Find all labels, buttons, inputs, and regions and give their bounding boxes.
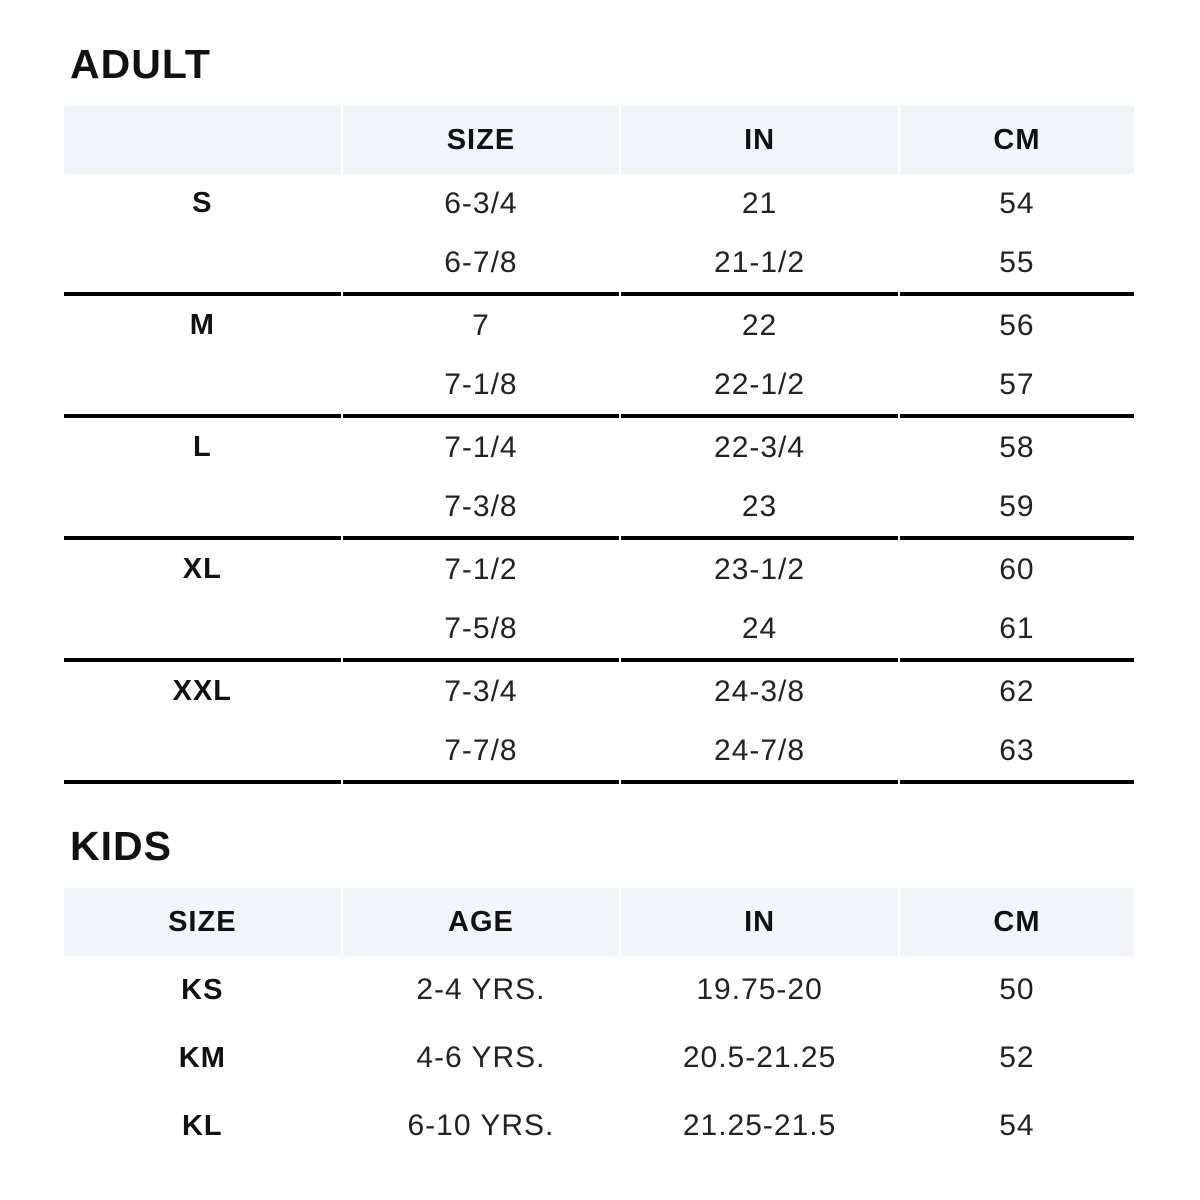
inches-value: 22 <box>741 308 778 342</box>
inches-value: 21 <box>741 186 778 220</box>
hat-size-value: 6-3/4 <box>444 186 518 220</box>
hat-size-value: 7-1/2 <box>444 552 518 586</box>
inches-value: 24-3/8 <box>714 674 806 708</box>
kids-header-in: IN <box>621 888 898 956</box>
size-label: M <box>189 309 215 341</box>
cm-value: 61 <box>900 599 1134 662</box>
hat-size-value: 6-7/8 <box>343 233 620 296</box>
inches-value: 20.5-21.25 <box>682 1041 837 1074</box>
kids-header-row <box>64 888 1134 956</box>
adult-header-blank <box>64 106 341 174</box>
inches-value: 23-1/2 <box>714 552 806 586</box>
kids-size-table <box>62 888 1136 1160</box>
adult-header-in: IN <box>621 106 898 174</box>
table-row <box>64 174 1134 233</box>
hat-size-value: 7-1/4 <box>444 430 518 464</box>
inches-value: 19.75-20 <box>696 973 823 1006</box>
adult-header-size: SIZE <box>343 106 620 174</box>
cm-value: 60 <box>999 552 1035 586</box>
kids-section <box>62 823 1136 1160</box>
cm-value: 63 <box>900 721 1134 784</box>
kids-table-body <box>64 956 1134 1160</box>
inches-value: 24 <box>621 599 898 662</box>
table-row <box>64 477 1134 540</box>
cm-value: 57 <box>900 355 1134 418</box>
size-label: KS <box>181 973 224 1006</box>
cm-value: 56 <box>999 308 1035 342</box>
adult-group-m <box>64 296 1134 418</box>
size-label: L <box>192 431 212 463</box>
size-label-blank <box>64 477 341 540</box>
table-row <box>64 662 1134 721</box>
table-row <box>64 540 1134 599</box>
size-label-blank <box>64 355 341 418</box>
hat-size-value: 7-3/8 <box>343 477 620 540</box>
hat-size-value: 7-5/8 <box>343 599 620 662</box>
table-row <box>64 1092 1134 1160</box>
cm-value: 54 <box>999 1109 1035 1142</box>
age-value: 4-6 YRS. <box>416 1041 546 1074</box>
hat-size-value: 7-3/4 <box>444 674 518 708</box>
adult-header-cm: CM <box>900 106 1134 174</box>
inches-value: 21.25-21.5 <box>682 1109 837 1142</box>
table-row <box>64 956 1134 1024</box>
kids-header-age: AGE <box>343 888 620 956</box>
adult-group-l <box>64 418 1134 540</box>
cm-value: 55 <box>900 233 1134 296</box>
adult-table-header <box>64 106 1134 174</box>
age-value: 2-4 YRS. <box>416 973 546 1006</box>
cm-value: 62 <box>999 674 1035 708</box>
inches-value: 21-1/2 <box>621 233 898 296</box>
kids-header-cm: CM <box>900 888 1134 956</box>
table-row <box>64 296 1134 355</box>
cm-value: 54 <box>999 186 1035 220</box>
hat-size-value: 7-1/8 <box>343 355 620 418</box>
inches-value: 23 <box>621 477 898 540</box>
table-row <box>64 599 1134 662</box>
cm-value: 52 <box>999 1041 1035 1074</box>
size-label-blank <box>64 721 341 784</box>
adult-group-xl <box>64 540 1134 662</box>
size-label: KM <box>178 1041 226 1074</box>
adult-heading: ADULT <box>70 41 211 87</box>
table-row <box>64 233 1134 296</box>
age-value: 6-10 YRS. <box>407 1109 555 1142</box>
size-label: KL <box>181 1109 223 1142</box>
kids-table-header <box>64 888 1134 956</box>
size-label: S <box>192 187 213 219</box>
kids-header-size: SIZE <box>64 888 341 956</box>
kids-heading: KIDS <box>70 823 172 869</box>
cm-value: 59 <box>900 477 1134 540</box>
cm-value: 50 <box>999 973 1035 1006</box>
table-row <box>64 418 1134 477</box>
inches-value: 22-3/4 <box>714 430 806 464</box>
size-label: XXL <box>172 675 233 707</box>
hat-size-value: 7-7/8 <box>343 721 620 784</box>
hat-size-value: 7 <box>472 308 490 342</box>
adult-group-s <box>64 174 1134 296</box>
cm-value: 58 <box>999 430 1035 464</box>
adult-header-row <box>64 106 1134 174</box>
inches-value: 24-7/8 <box>621 721 898 784</box>
table-row <box>64 721 1134 784</box>
size-label: XL <box>182 553 222 585</box>
size-label-blank <box>64 599 341 662</box>
size-label-blank <box>64 233 341 296</box>
table-row <box>64 355 1134 418</box>
inches-value: 22-1/2 <box>621 355 898 418</box>
adult-group-xxl <box>64 662 1134 784</box>
adult-size-table <box>62 106 1136 784</box>
table-row <box>64 1024 1134 1092</box>
